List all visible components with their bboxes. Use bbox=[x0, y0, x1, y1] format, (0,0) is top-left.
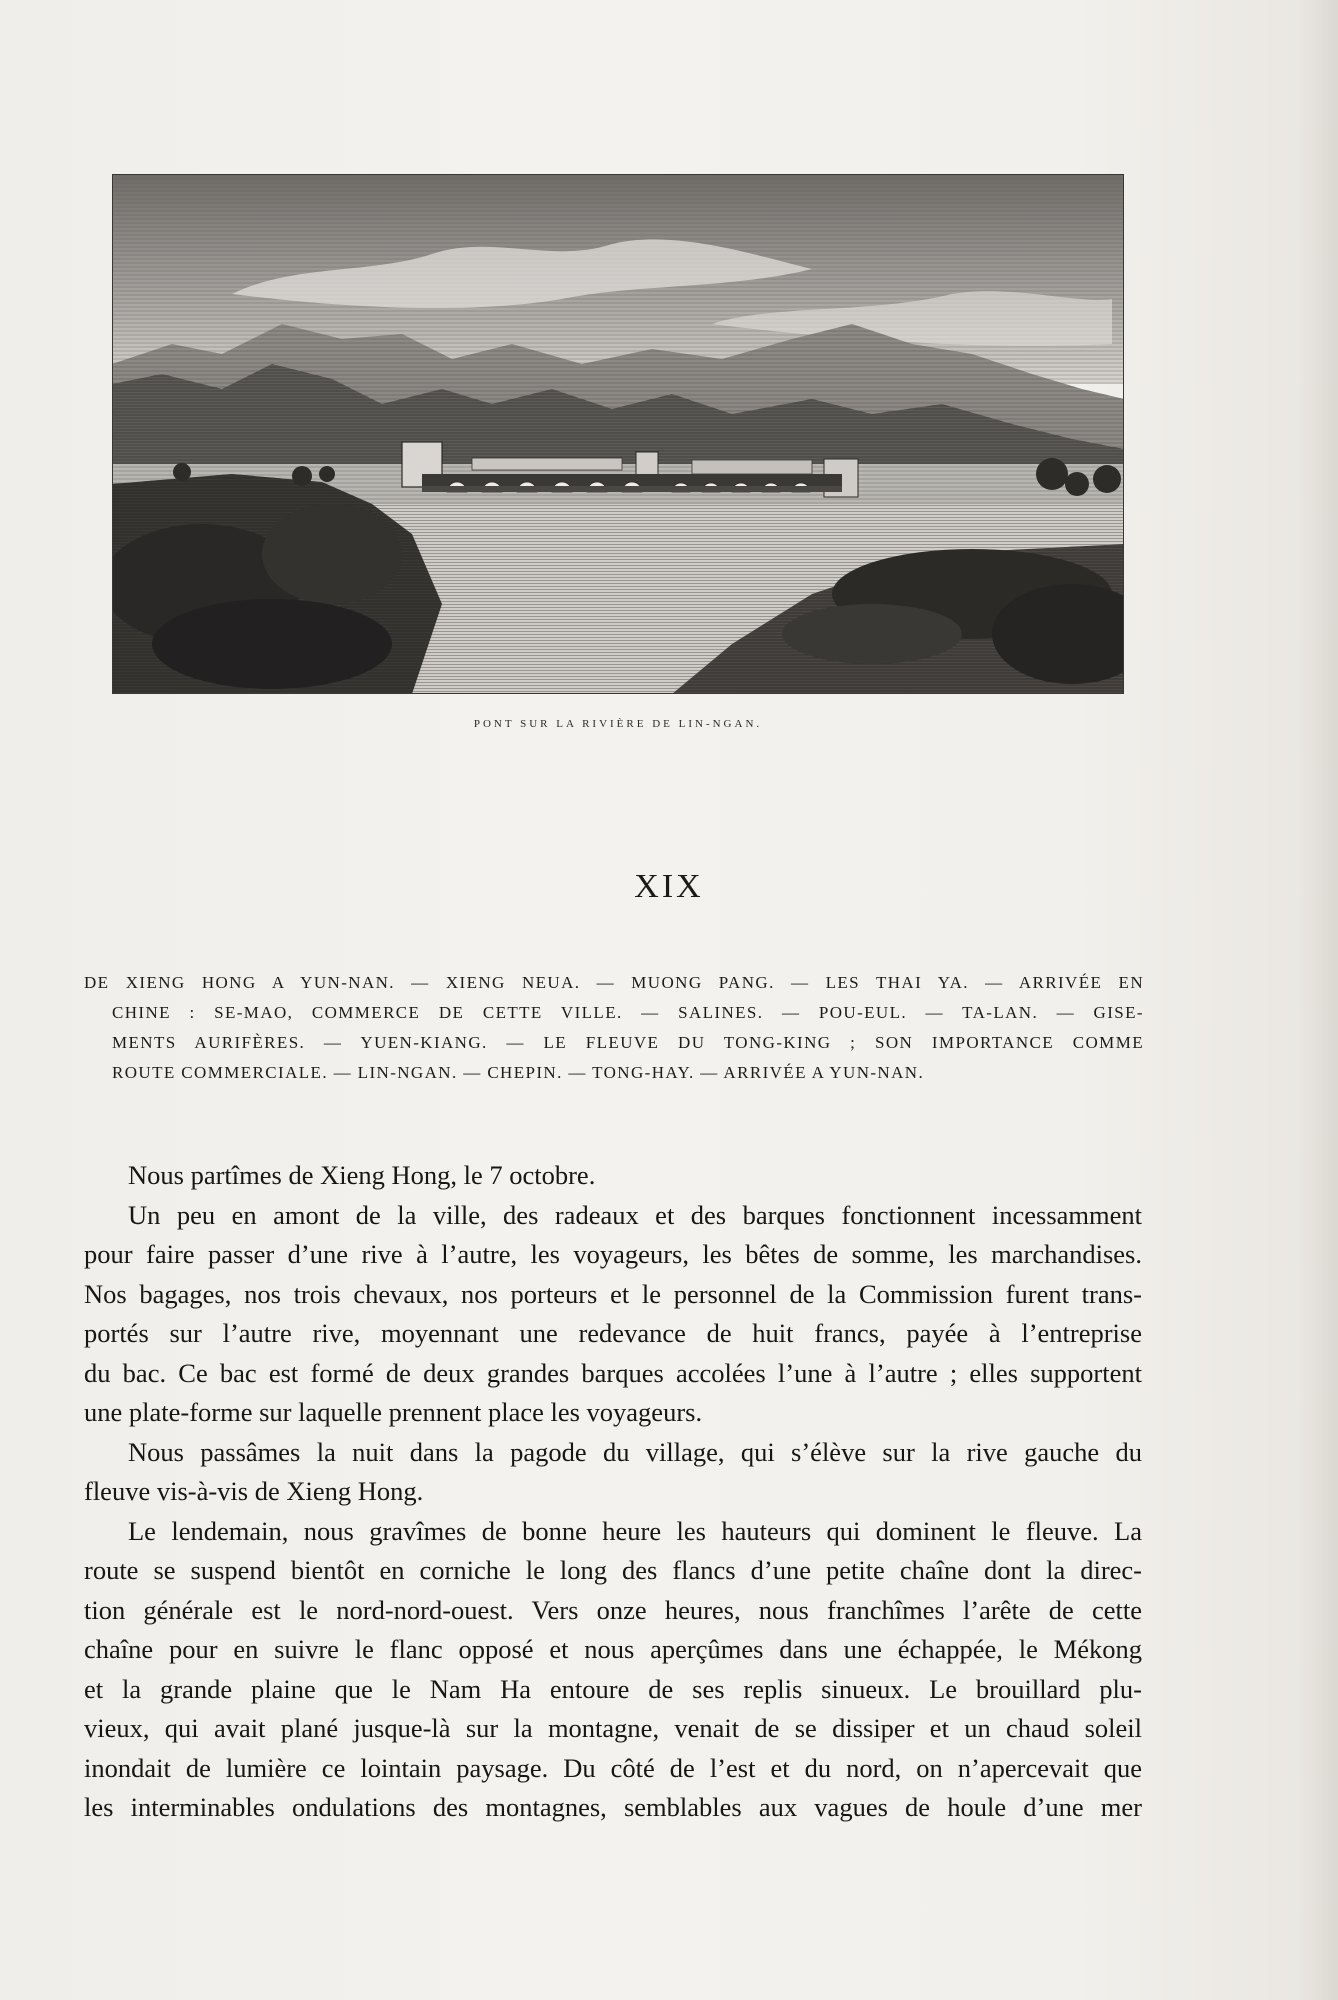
chapter-body-text bbox=[84, 1156, 1142, 1828]
body-line: tion générale est le nord-nord-ouest. Vers onze heures, nous franchîmes l’arête de cette bbox=[84, 1594, 1142, 1625]
body-line: Nous passâmes la nuit dans la pagode du village, qui s’élève sur la rive gauche du bbox=[128, 1436, 1142, 1467]
body-line: les interminables ondulations des montagnes, semblables aux vagues de houle d’une mer bbox=[84, 1792, 1142, 1822]
body-line: Nous partîmes de Xieng Hong, le 7 octobre. bbox=[128, 1160, 596, 1190]
body-line: et la grande plaine que le Nam Ha entoure de ses replis sinueux. Le brouillard plu- bbox=[84, 1673, 1142, 1704]
chapter-summary bbox=[84, 968, 1144, 1088]
summary-line: ROUTE COMMERCIALE. — LIN-NGAN. — CHEPIN. — TONG-HAY. — ARRIVÉE A YUN-NAN. bbox=[112, 1063, 925, 1082]
body-line: portés sur l’autre rive, moyennant une redevance de huit francs, payée à l’entreprise bbox=[84, 1318, 1142, 1348]
body-line: inondait de lumière ce lointain paysage. Du côté de l’est et du nord, on n’apercevait que bbox=[84, 1752, 1142, 1783]
body-line: chaîne pour en suivre le flanc opposé et nous aperçûmes dans une échappée, le Mékong bbox=[84, 1634, 1142, 1664]
summary-line: DE XIENG HONG A YUN-NAN. — XIENG NEUA. — MUONG PANG. — LES THAI YA. — ARRIVÉE EN bbox=[84, 973, 1144, 992]
summary-line: MENTS AURIFÈRES. — YUEN-KIANG. — LE FLEUVE DU TONG-KING ; SON IMPORTANCE COMME bbox=[112, 1033, 1144, 1052]
body-line: fleuve vis-à-vis de Xieng Hong. bbox=[84, 1476, 424, 1506]
chapter-number: XIX bbox=[634, 868, 704, 905]
body-line: Le lendemain, nous gravîmes de bonne heure les hauteurs qui dominent le fleuve. La bbox=[128, 1515, 1142, 1546]
body-line: Nos bagages, nos trois chevaux, nos porteurs et le personnel de la Commission furent trans- bbox=[84, 1278, 1142, 1309]
body-line: Un peu en amont de la ville, des radeaux et des barques fonctionnent incessamment bbox=[128, 1199, 1142, 1230]
engraving-illustration bbox=[112, 174, 1124, 694]
summary-line: CHINE : SE-MAO, COMMERCE DE CETTE VILLE. — SALINES. — POU-EUL. — TA-LAN. — GISE- bbox=[112, 1003, 1144, 1022]
body-line: route se suspend bientôt en corniche le long des flancs d’une petite chaîne dont la direc- bbox=[84, 1555, 1142, 1585]
bridge-landscape-engraving bbox=[112, 174, 1124, 694]
body-line: pour faire passer d’une rive à l’autre, les voyageurs, les bêtes de somme, les marchandises. bbox=[84, 1239, 1142, 1269]
body-line: vieux, qui avait plané jusque-là sur la montagne, venait de se dissiper et un chaud soleil bbox=[84, 1713, 1142, 1743]
body-line: du bac. Ce bac est formé de deux grandes barques accolées l’une à l’autre ; elles supportent bbox=[84, 1357, 1142, 1388]
page-edge-shadow bbox=[1298, 0, 1338, 2000]
illustration-caption: PONT SUR LA RIVIÈRE DE LIN-NGAN. bbox=[473, 718, 763, 730]
body-line: une plate-forme sur laquelle prennent place les voyageurs. bbox=[84, 1397, 703, 1427]
